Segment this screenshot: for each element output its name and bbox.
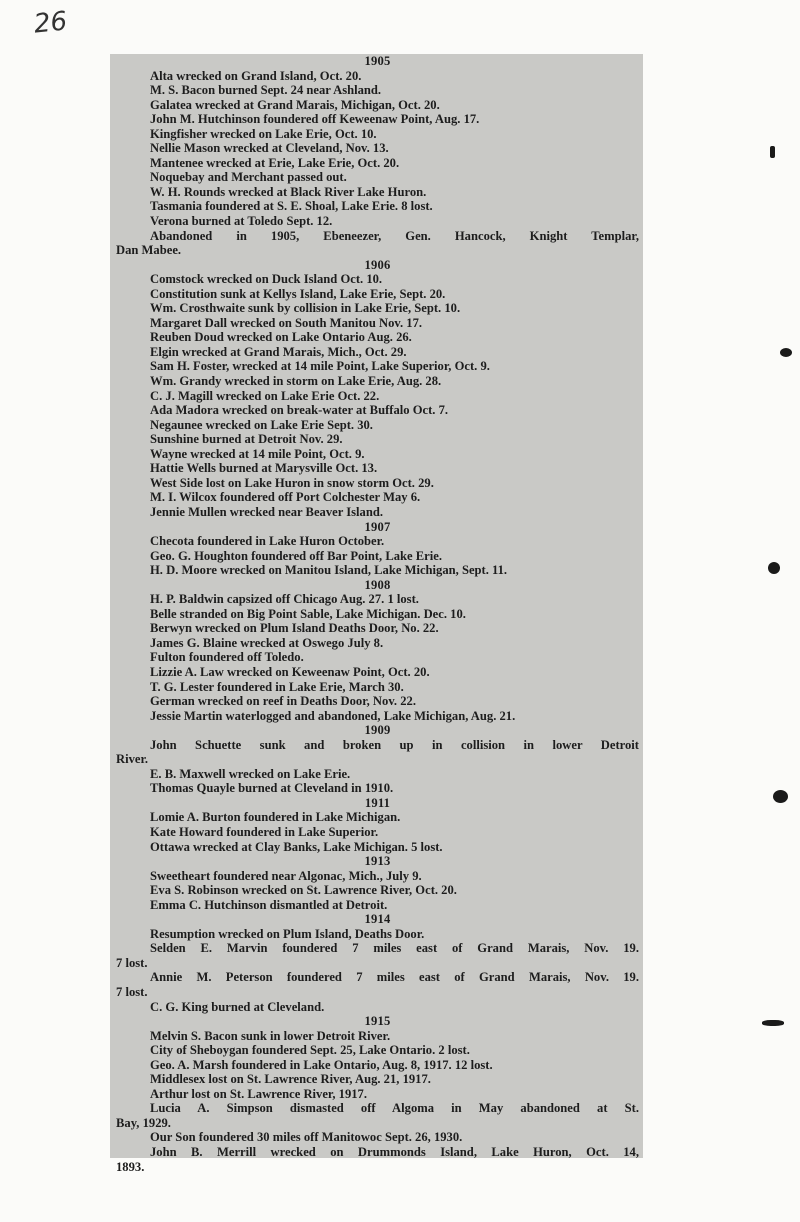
wreck-entry: Constitution sunk at Kellys Island, Lake Erie, Sept. 20. [150, 286, 446, 301]
wreck-entry: Lucia A. Simpson dismasted off Algoma in May abandoned at St. [150, 1101, 639, 1116]
wreck-entry: Geo. G. Houghton foundered off Bar Point, Lake Erie. [150, 548, 442, 563]
wreck-entry: Mantenee wrecked at Erie, Lake Erie, Oct. 20. [150, 155, 400, 170]
margin-mark [768, 562, 780, 574]
wreck-entry: Belle stranded on Big Point Sable, Lake Michigan. Dec. 10. [150, 606, 466, 621]
wreck-entry: John M. Hutchinson foundered off Keweenaw Point, Aug. 17. [150, 112, 480, 127]
year-heading: 1911 [364, 795, 391, 810]
wreck-entry: Kingfisher wrecked on Lake Erie, Oct. 10. [150, 126, 377, 141]
wreck-entry: Hattie Wells burned at Marysville Oct. 13. [150, 461, 378, 476]
wreck-entry: Noquebay and Merchant passed out. [150, 170, 347, 185]
wreck-entry: Selden E. Marvin foundered 7 miles east of Grand Marais, Nov. 19. [150, 941, 639, 956]
wreck-entry: Galatea wrecked at Grand Marais, Michigan, Oct. 20. [150, 97, 440, 112]
wreck-entry: Thomas Quayle burned at Cleveland in 1910. [150, 781, 394, 796]
page-number: 26 [32, 6, 69, 40]
wreck-entry: 1893. [116, 1159, 145, 1174]
wreck-entry: Jessie Martin waterlogged and abandoned, Lake Michigan, Aug. 21. [150, 708, 516, 723]
wreck-entry: John B. Merrill wrecked on Drummonds Island, Lake Huron, Oct. 14, [150, 1145, 639, 1160]
wreck-entry: 7 lost. [116, 955, 148, 970]
wreck-entry: Jennie Mullen wrecked near Beaver Island. [150, 504, 383, 519]
year-heading: 1915 [364, 1014, 391, 1029]
wreck-entry: W. H. Rounds wrecked at Black River Lake Huron. [150, 184, 427, 199]
wreck-entry: Lomie A. Burton foundered in Lake Michigan. [150, 810, 401, 825]
wreck-entry: Sam H. Foster, wrecked at 14 mile Point, Lake Superior, Oct. 9. [150, 359, 490, 374]
wreck-entry: Bay, 1929. [116, 1115, 171, 1130]
wreck-entry: Dan Mabee. [116, 243, 182, 258]
wreck-entry: Wayne wrecked at 14 mile Point, Oct. 9. [150, 446, 365, 461]
margin-mark [773, 790, 788, 803]
wreck-entry: 7 lost. [116, 985, 148, 999]
wreck-entry: Wm. Grandy wrecked in storm on Lake Erie, Aug. 28. [150, 374, 442, 389]
wreck-entry: Kate Howard foundered in Lake Superior. [150, 824, 379, 839]
wreck-entry: E. B. Maxwell wrecked on Lake Erie. [150, 766, 351, 781]
wreck-entry: Emma C. Hutchinson dismantled at Detroit. [150, 897, 388, 912]
wreck-entry: Checota foundered in Lake Huron October. [150, 534, 385, 549]
wreck-entry: Comstock wrecked on Duck Island Oct. 10. [150, 272, 383, 287]
year-heading: 1905 [364, 54, 391, 68]
wreck-entry: River. [116, 752, 149, 767]
wreck-entry: James G. Blaine wrecked at Oswego July 8. [150, 635, 384, 650]
wreck-entry: Berwyn wrecked on Plum Island Deaths Door, No. 22. [150, 621, 439, 636]
wreck-entry: German wrecked on reef in Deaths Door, Nov. 22. [150, 694, 416, 709]
wreck-entry: Resumption wrecked on Plum Island, Deaths Door. [150, 926, 425, 941]
wreck-entry: H. D. Moore wrecked on Manitou Island, Lake Michigan, Sept. 11. [150, 563, 508, 578]
year-heading: 1909 [364, 723, 391, 738]
year-heading: 1914 [364, 912, 391, 927]
wreck-entry: Ada Madora wrecked on break-water at Buffalo Oct. 7. [150, 403, 449, 418]
margin-mark [780, 348, 792, 357]
wreck-entry: Abandoned in 1905, Ebeneezer, Gen. Hancock, Knight Templar, [150, 228, 639, 243]
wreck-entry: Verona burned at Toledo Sept. 12. [150, 214, 333, 229]
wreck-entry: Negaunee wrecked on Lake Erie Sept. 30. [150, 417, 373, 432]
wreck-entry: City of Sheboygan foundered Sept. 25, Lake Ontario. 2 lost. [150, 1043, 470, 1058]
wreck-entry: West Side lost on Lake Huron in snow storm Oct. 29. [150, 475, 434, 490]
wreck-entry: Ottawa wrecked at Clay Banks, Lake Michigan. 5 lost. [150, 839, 443, 854]
year-heading: 1906 [364, 257, 391, 272]
wreck-entry: Fulton foundered off Toledo. [150, 650, 304, 665]
margin-mark [762, 1020, 784, 1026]
wreck-entry: Alta wrecked on Grand Island, Oct. 20. [150, 68, 362, 83]
wreck-entry: M. S. Bacon burned Sept. 24 near Ashland. [150, 83, 382, 98]
wreck-entry: T. G. Lester foundered in Lake Erie, March 30. [150, 679, 404, 694]
wreck-entry: Geo. A. Marsh foundered in Lake Ontario, Aug. 8, 1917. 12 lost. [150, 1057, 493, 1072]
wreck-entry: Margaret Dall wrecked on South Manitou Nov. 17. [150, 315, 423, 330]
wreck-entry: John Schuette sunk and broken up in collision in lower Detroit [150, 737, 639, 752]
wreck-entry: H. P. Baldwin capsized off Chicago Aug. 27. 1 lost. [150, 592, 419, 607]
wreck-entry: Middlesex lost on St. Lawrence River, Aug. 21, 1917. [150, 1072, 431, 1087]
wreck-entry: Sunshine burned at Detroit Nov. 29. [150, 432, 343, 447]
wreck-entry: Annie M. Peterson foundered 7 miles east of Grand Marais, Nov. 19. [150, 970, 639, 985]
wreck-entry: Melvin S. Bacon sunk in lower Detroit River. [150, 1028, 391, 1043]
wreck-entry: C. G. King burned at Cleveland. [150, 999, 325, 1014]
wreck-entry: Eva S. Robinson wrecked on St. Lawrence River, Oct. 20. [150, 883, 457, 898]
wreck-entry: Lizzie A. Law wrecked on Keweenaw Point, Oct. 20. [150, 664, 430, 679]
margin-mark [770, 146, 775, 158]
newspaper-clipping [110, 54, 643, 1174]
wreck-entry: Elgin wrecked at Grand Marais, Mich., Oct. 29. [150, 344, 407, 359]
wreck-entry: Arthur lost on St. Lawrence River, 1917. [150, 1086, 368, 1101]
wreck-entry: Our Son foundered 30 miles off Manitowoc Sept. 26, 1930. [150, 1130, 463, 1145]
wreck-entry: M. I. Wilcox foundered off Port Colchester May 6. [150, 490, 421, 505]
wreck-entry: Wm. Crosthwaite sunk by collision in Lake Erie, Sept. 10. [150, 301, 461, 316]
year-heading: 1908 [364, 577, 391, 592]
wreck-entry: C. J. Magill wrecked on Lake Erie Oct. 22. [150, 388, 380, 403]
wreck-entry: Nellie Mason wrecked at Cleveland, Nov. 13. [150, 141, 389, 156]
wreck-entry: Reuben Doud wrecked on Lake Ontario Aug. 26. [150, 330, 412, 345]
year-heading: 1907 [364, 519, 391, 534]
year-heading: 1913 [364, 854, 391, 869]
wreck-entry: Sweetheart foundered near Algonac, Mich., July 9. [150, 868, 422, 883]
wreck-entry: Tasmania foundered at S. E. Shoal, Lake Erie. 8 lost. [150, 199, 433, 214]
